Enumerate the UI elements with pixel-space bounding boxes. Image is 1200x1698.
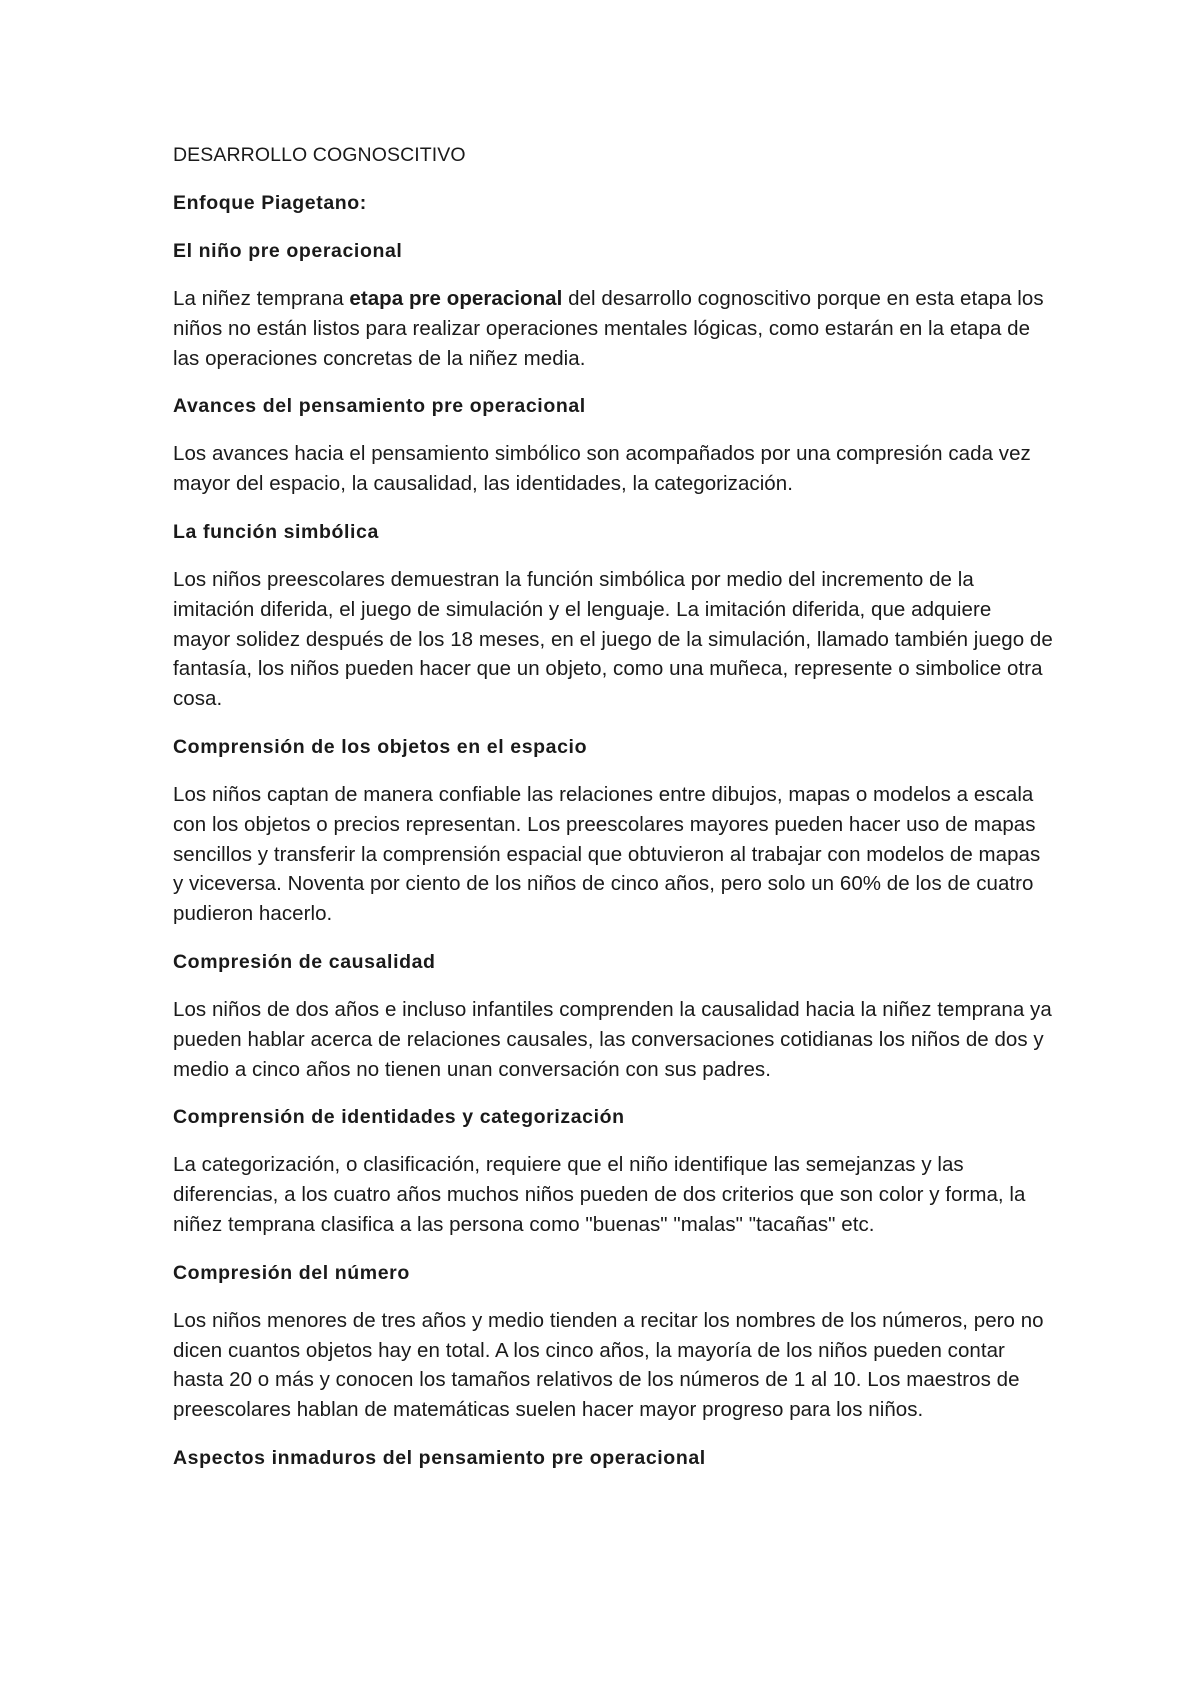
section-heading-causality: Compresión de causalidad (173, 950, 436, 973)
paragraph-bold-text: etapa pre operacional (349, 287, 563, 310)
section-heading-preoperational-child: El niño pre operacional (173, 240, 403, 262)
section-paragraph-advances: Los avances hacia el pensamiento simbólico son acompañados por una compresión cada vez mayor del espacio, la causalidad, las identidades, la categorización. (173, 442, 1031, 496)
section-paragraph-symbolic-function: Los niños preescolares demuestran la función simbólica por medio del incremento de la imitación diferida, el juego de simulación y el lenguaje. La imitación diferida, que adquiere mayor solidez después de los 18 meses, en el juego de la simulación, llamado también juego de fantasía, los niños pueden hacer que un objeto, como una muñeca, represente o simbolice otra cosa. (173, 567, 1053, 711)
section-heading-immature-aspects: Aspectos inmaduros del pensamiento pre operacional (173, 1446, 706, 1469)
section-heading-symbolic-function: La función simbólica (173, 520, 379, 543)
section-paragraph-causality: Los niños de dos años e incluso infantiles comprenden la causalidad hacia la niñez temprana ya pueden hablar acerca de relaciones causales, las conversaciones cotidianas los niños de dos y medio a cinco años no tienen unan conversación con sus padres. (173, 997, 1052, 1081)
section-heading-space: Comprensión de los objetos en el espacio (173, 735, 588, 758)
section-paragraph-preoperational-child (173, 284, 1053, 373)
section-heading-advances: Avances del pensamiento pre operacional (173, 395, 586, 418)
section-paragraph-number: Los niños menores de tres años y medio tienden a recitar los nombres de los números, pero no dicen cuantos objetos hay en total. A los cinco años, la mayoría de los niños pueden contar hasta 20 o más y conocen los tamaños relativos de los números de 1 al 10. Los maestros de preescolares hablan de matemáticas suelen hacer mayor progreso para los niños. (173, 1308, 1044, 1422)
document-page (173, 140, 1053, 1491)
section-paragraph-space: Los niños captan de manera confiable las relaciones entre dibujos, mapas o modelos a escala con los objetos o precios representan. Los preescolares mayores pueden hacer uso de mapas sencillos y transferir la comprensión espacial que obtuvieron al trabajar con modelos de mapas y viceversa. Noventa por ciento de los niños de cinco años, pero solo un 60% de los de cuatro pudieron hacerlo. (173, 782, 1041, 926)
document-title: DESARROLLO COGNOSCITIVO (173, 144, 466, 166)
section-heading-identities: Comprensión de identidades y categorización (173, 1106, 625, 1129)
section-paragraph-identities: La categorización, o clasificación, requiere que el niño identifique las semejanzas y las diferencias, a los cuatro años muchos niños pueden de dos criterios que son color y forma, la niñez temprana clasifica a las persona como "buenas" "malas" "tacañas" etc. (173, 1153, 1026, 1236)
section-heading-number: Compresión del número (173, 1261, 410, 1284)
paragraph-text: La niñez temprana (173, 287, 350, 310)
approach-heading: Enfoque Piagetano: (173, 192, 367, 214)
paragraph-text: del desarrollo cognoscitivo porque en esta etapa los niños no están listos para realizar operaciones mentales lógicas, como estarán en la etapa de las operaciones concretas de la niñez media. (173, 287, 1044, 370)
